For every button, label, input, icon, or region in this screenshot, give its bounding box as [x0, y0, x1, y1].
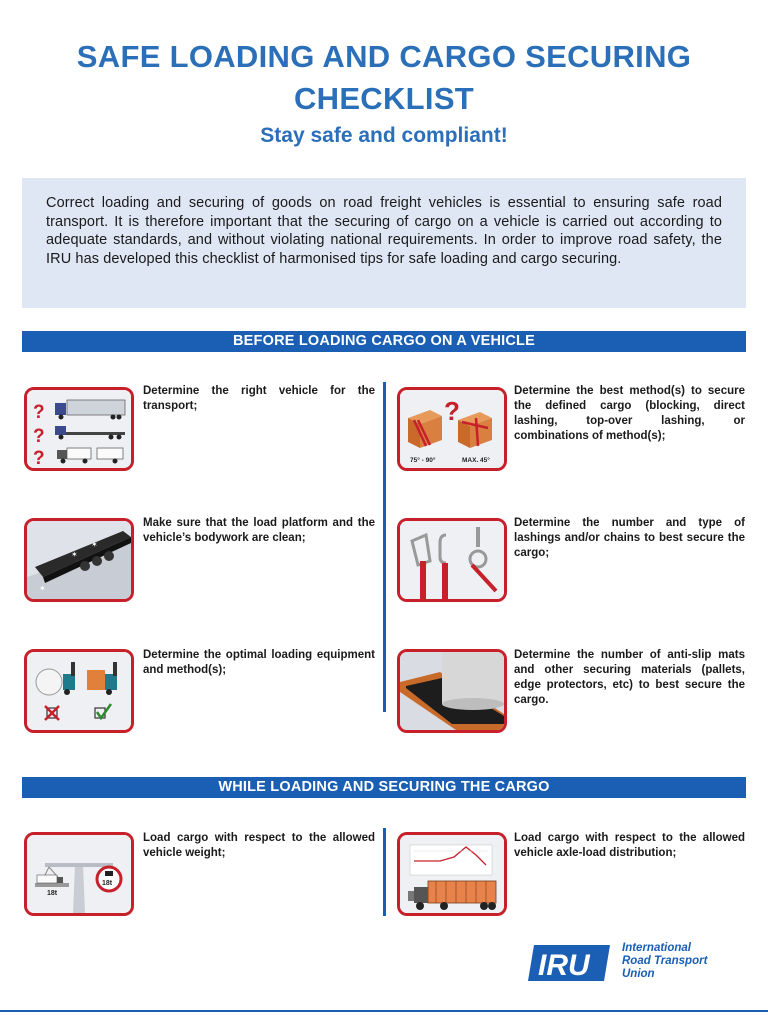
loading-equipment-icon: [24, 649, 134, 733]
item-loading-equipment-text: Determine the optimal loading equipment and method(s);: [143, 649, 375, 676]
securing-method-icon: [397, 387, 507, 471]
item-anti-slip-text: Determine the number of anti-slip mats and other securing materials (pallets, edge protectors, etc) to best secure the cargo.: [514, 649, 745, 706]
iru-logo: [528, 940, 758, 990]
svg-text:?: ?: [33, 426, 45, 447]
page-subtitle: Stay safe and compliant!: [260, 124, 508, 147]
page-title: SAFE LOADING AND CARGO SECURING CHECKLIST: [76, 39, 692, 116]
section-heading-while-loading: WHILE LOADING AND SECURING THE CARGO: [22, 777, 746, 798]
footer-rule: [0, 1010, 768, 1012]
item-securing-method-text: Determine the best method(s) to secure the defined cargo (blocking, direct lashing, top-over lashing, or combinations of method(s);: [514, 385, 745, 442]
svg-text:✶: ✶: [91, 540, 98, 549]
svg-text:IRU: IRU: [538, 949, 590, 982]
lashing-hooks-icon: [397, 518, 507, 602]
logo-line-2: Road Transport: [622, 955, 708, 967]
item-clean-platform-text: Make sure that the load platform and the vehicle’s bodywork are clean;: [143, 517, 375, 544]
item-right-vehicle-text: Determine the right vehicle for the transport;: [143, 385, 375, 412]
svg-text:✶: ✶: [71, 550, 78, 559]
svg-text:?: ?: [33, 448, 45, 468]
vehicle-choice-icon: [24, 387, 134, 471]
load-platform-icon: [24, 518, 134, 602]
logo-line-1: International: [622, 942, 692, 954]
column-divider: [383, 382, 386, 712]
svg-text:MAX. 45°: MAX. 45°: [462, 457, 490, 464]
item-axle-load-text: Load cargo with respect to the allowed vehicle axle-load distribution;: [514, 832, 745, 859]
intro-box: [22, 178, 746, 308]
anti-slip-mat-icon: [397, 649, 507, 733]
axle-load-icon: [397, 832, 507, 916]
svg-text:?: ?: [444, 396, 460, 426]
svg-text:75° - 90°: 75° - 90°: [410, 457, 436, 464]
intro-text: Correct loading and securing of goods on road freight vehicles is essential to ensuring safe road transport. It is therefore important that the securing of cargo on a vehicle is carried out according to adequate standards, and without violating national requirements. In order to improve road safety, the IRU has developed this checklist of harmonised tips for safe loading and cargo securing.: [46, 195, 722, 267]
section-heading-before-loading: BEFORE LOADING CARGO ON A VEHICLE: [22, 331, 746, 352]
item-vehicle-weight-text: Load cargo with respect to the allowed vehicle weight;: [143, 832, 375, 859]
svg-text:✶: ✶: [39, 584, 46, 593]
column-divider: [383, 828, 386, 916]
iru-logo-mark: [528, 943, 610, 983]
svg-text:18t: 18t: [102, 880, 113, 887]
item-lashings-text: Determine the number and type of lashings and/or chains to best secure the cargo;: [514, 517, 745, 559]
iru-logo-text: [622, 942, 707, 981]
logo-line-3: Union: [622, 968, 655, 980]
svg-text:18t: 18t: [47, 890, 58, 897]
svg-text:?: ?: [33, 402, 45, 423]
weight-scale-icon: [24, 832, 134, 916]
